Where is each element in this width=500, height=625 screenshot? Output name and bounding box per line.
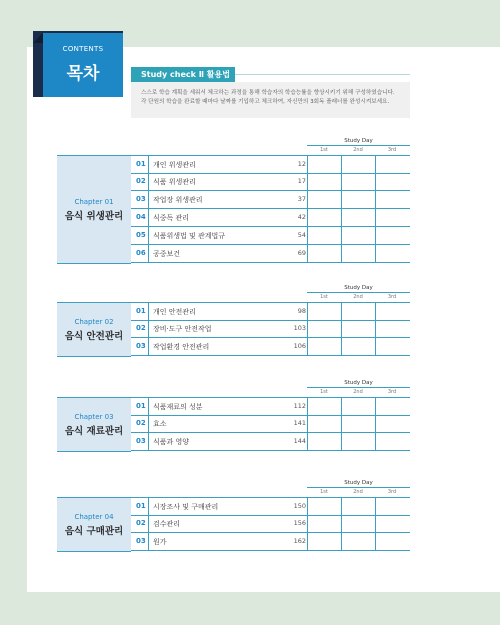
section-title: 공중보건 [153,250,181,258]
study-day-title: Study Day [344,138,373,144]
chapter-name: 음식 안전관리 [64,331,124,342]
study-day-col-label: 2nd [353,389,363,395]
study-day-cell[interactable] [308,415,341,432]
study-day-cell[interactable] [376,415,409,432]
section-title: 검수관리 [153,520,181,528]
section-number: 01 [136,502,146,510]
toc-row[interactable] [131,227,410,245]
study-day-title: Study Day [344,480,373,486]
study-day-cell[interactable] [376,515,409,532]
section-number: 04 [136,213,146,221]
study-check-description [131,82,410,118]
study-check-divider [235,74,410,75]
study-check-label: Study check Ⅱ 활용법 [131,67,235,82]
section-number: 05 [136,231,146,239]
chapter-name: 음식 위생관리 [64,211,124,222]
contents-tab [43,33,123,97]
study-day-cell[interactable] [376,173,409,190]
study-day-col-label: 1st [320,294,328,300]
study-day-cell[interactable] [342,533,375,550]
column-divider [148,191,149,208]
toc-row[interactable] [131,155,410,174]
study-day-cell[interactable] [342,227,375,244]
study-day-col-label: 1st [320,147,328,153]
toc-row[interactable] [131,397,410,416]
study-day-col-label: 3rd [387,389,397,395]
column-divider [148,498,149,515]
column-divider [148,338,149,355]
page-number: 156 [293,519,306,527]
column-divider [148,227,149,244]
toc-row[interactable] [131,338,410,356]
chapter-name: 음식 재료관리 [64,426,124,437]
section-number: 03 [136,342,146,350]
section-number: 06 [136,249,146,257]
toc-row[interactable] [131,320,410,338]
study-day-cell[interactable] [376,338,409,355]
page-number: 17 [297,177,306,185]
section-number: 02 [136,519,146,527]
study-day-cell[interactable] [342,209,375,226]
study-day-col-label: 1st [320,389,328,395]
section-number: 02 [136,324,146,332]
column-divider [148,320,149,337]
study-day-cell[interactable] [376,533,409,550]
page-number: 42 [297,213,306,221]
section-title: 식품과 영양 [153,438,190,446]
study-day-cell[interactable] [342,173,375,190]
study-day-cell[interactable] [308,227,341,244]
section-title: 원가 [153,538,167,546]
page-title: 목차 [66,64,100,84]
study-day-cell[interactable] [376,303,409,320]
study-day-cell[interactable] [342,515,375,532]
section-title: 식품위생법 및 관계법규 [153,232,226,240]
page-number: 37 [297,195,306,203]
chapter-label-box [57,397,131,452]
section-number: 02 [136,419,146,427]
section-number: 03 [136,437,146,445]
study-day-title: Study Day [344,285,373,291]
study-day-cell[interactable] [342,398,375,415]
toc-row[interactable] [131,415,410,433]
section-title: 개인 안전관리 [153,308,196,316]
page-number: 12 [297,160,306,168]
page-number: 112 [293,402,306,410]
study-day-cell[interactable] [308,433,341,450]
toc-row[interactable] [131,191,410,209]
section-number: 01 [136,307,146,315]
study-day-cell[interactable] [342,245,375,262]
chapter-label-box [57,497,131,552]
study-day-cell[interactable] [342,191,375,208]
study-day-col-label: 3rd [387,294,397,300]
chapter-number: Chapter 03 [74,413,114,421]
page-number: 98 [297,307,306,315]
study-day-cell[interactable] [342,415,375,432]
section-title: 장비·도구 안전작업 [153,325,212,333]
study-day-cell[interactable] [308,245,341,262]
page-number: 106 [293,342,306,350]
study-day-cell[interactable] [376,209,409,226]
study-day-cell[interactable] [308,303,341,320]
section-title: 시장조사 및 구매관리 [153,503,219,511]
section-title: 작업환경 안전관리 [153,343,210,351]
study-day-cell[interactable] [376,433,409,450]
column-divider [148,303,149,320]
study-day-title: Study Day [344,380,373,386]
chapter-number: Chapter 01 [74,198,114,206]
chapter-label-box [57,302,131,357]
study-day-col-label: 2nd [353,489,363,495]
section-number: 02 [136,177,146,185]
toc-row[interactable] [131,497,410,516]
study-day-cell[interactable] [308,533,341,550]
toc-row[interactable] [131,533,410,551]
section-title: 식품재료의 성분 [153,403,203,411]
section-title: 식중독 관리 [153,214,190,222]
study-day-cell[interactable] [376,227,409,244]
study-day-cell[interactable] [376,156,409,173]
study-day-cell[interactable] [376,320,409,337]
toc-row[interactable] [131,209,410,227]
page-number: 162 [293,537,306,545]
study-check-line-1: 스스로 학습 계획을 세워서 체크하는 과정을 통해 학습자의 학습능률을 향상시키기 위해 구성하였습니다. [141,90,395,96]
section-number: 03 [136,537,146,545]
study-day-col-label: 1st [320,489,328,495]
study-day-cell[interactable] [376,498,409,515]
column-divider [148,515,149,532]
page-number: 141 [293,419,306,427]
study-day-cell[interactable] [342,320,375,337]
chapter-number: Chapter 02 [74,318,114,326]
section-number: 01 [136,160,146,168]
study-day-cell[interactable] [342,433,375,450]
study-day-cell[interactable] [376,191,409,208]
toc-row[interactable] [131,302,410,321]
section-title: 개인 위생관리 [153,161,196,169]
study-day-cell[interactable] [376,245,409,262]
study-check-line-2: 각 단원의 학습을 완료할 때마다 날짜를 기입하고 체크하여, 자신만의 3회독 플래너를 완성시켜보세요. [141,99,390,105]
study-day-cell[interactable] [342,498,375,515]
section-title: 효소 [153,420,167,428]
study-day-col-label: 2nd [353,294,363,300]
section-title: 작업장 위생관리 [153,196,203,204]
page-number: 103 [293,324,306,332]
study-day-col-label: 3rd [387,489,397,495]
section-number: 03 [136,195,146,203]
column-divider [148,245,149,262]
study-day-cell[interactable] [308,209,341,226]
column-divider [148,173,149,190]
study-day-cell[interactable] [342,338,375,355]
toc-row[interactable] [131,173,410,191]
tab-fold [33,33,43,43]
section-title: 식품 위생관리 [153,178,196,186]
study-day-cell[interactable] [308,191,341,208]
study-day-cell[interactable] [308,173,341,190]
study-day-cell[interactable] [308,398,341,415]
study-day-cell[interactable] [308,320,341,337]
page-number: 54 [297,231,306,239]
column-divider [148,209,149,226]
study-day-cell[interactable] [308,338,341,355]
toc-row[interactable] [131,433,410,451]
column-divider [148,433,149,450]
page-number: 69 [297,249,306,257]
page-number: 144 [293,437,306,445]
study-day-col-label: 3rd [387,147,397,153]
study-day-cell[interactable] [376,398,409,415]
study-day-cell[interactable] [342,156,375,173]
study-day-cell[interactable] [308,156,341,173]
contents-label: CONTENTS [62,45,104,53]
column-divider [148,156,149,173]
column-divider [148,533,149,550]
chapter-number: Chapter 04 [74,513,114,521]
column-divider [148,398,149,415]
study-day-cell[interactable] [342,303,375,320]
section-number: 01 [136,402,146,410]
study-day-cell[interactable] [308,498,341,515]
study-day-cell[interactable] [308,515,341,532]
column-divider [148,415,149,432]
study-day-col-label: 2nd [353,147,363,153]
page-number: 150 [293,502,306,510]
chapter-name: 음식 구매관리 [64,526,124,537]
toc-row[interactable] [131,245,410,263]
chapter-label-box [57,155,131,264]
toc-row[interactable] [131,515,410,533]
